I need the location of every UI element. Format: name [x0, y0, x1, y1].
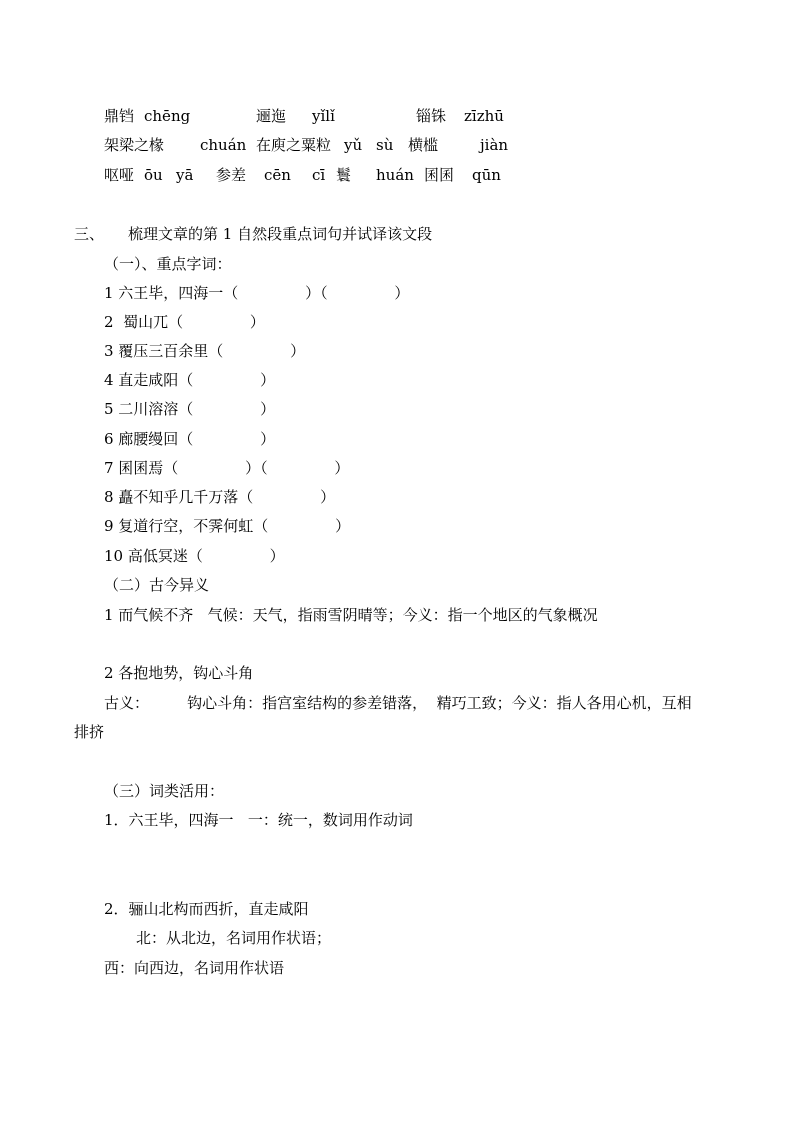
pinyin-row-2: [104, 135, 584, 155]
word-zizhu: 锱铢: [416, 107, 447, 125]
word-qunqun: 囷囷: [424, 166, 455, 184]
word-hengjian: 横槛: [408, 136, 439, 154]
key-word-item-5: 5 二川溶溶（ ）: [104, 400, 276, 418]
pinyin-ya: yā: [176, 166, 194, 184]
pinyin-row-1: [104, 106, 584, 126]
key-word-item-8: 8 矗不知乎几千万落（ ）: [104, 488, 336, 506]
word-class-item-2-note-2: 西：向西边，名词用作状语: [104, 959, 285, 977]
key-word-item-9: 9 复道行空，不霁何虹（ ）: [104, 517, 351, 535]
pinyin-yu: yǔ: [344, 136, 363, 154]
word-yili: 逦迤: [256, 107, 287, 125]
word-class-item-2-note-1: 北：从北边，名词用作状语；: [136, 929, 332, 947]
ancient-modern-item-2-line-1: 古义： 钩心斗角：指宫室结构的参差错落， 精巧工致；今义：指人各用心机，互相: [104, 694, 692, 712]
key-word-item-6: 6 廊腰缦回（ ）: [104, 430, 276, 448]
word-cenci: 参差: [216, 166, 247, 184]
pinyin-cheng: chēng: [144, 107, 191, 125]
pinyin-cen: cēn: [264, 166, 291, 184]
part-1-heading: （一）、重点字词：: [104, 255, 232, 273]
ancient-modern-item-2-line-2: 排挤: [74, 723, 105, 741]
section-3-number: 三、: [74, 225, 105, 243]
pinyin-ou: ōu: [144, 166, 163, 184]
key-word-item-7: 7 囷囷焉（ ）（ ）: [104, 459, 350, 477]
section-3-title: 梳理文章的第 1 自然段重点词句并试译该文段: [128, 225, 433, 243]
word-zaiyuzhisuli: 在庾之粟粒: [256, 136, 332, 154]
key-word-item-2: 2 蜀山兀（ ）: [104, 313, 265, 331]
part-2-heading: （二）古今异义: [104, 576, 210, 594]
pinyin-ci: cī: [312, 166, 326, 184]
pinyin-chuan: chuán: [200, 136, 247, 154]
pinyin-huan: huán: [376, 166, 414, 184]
word-dingcheng: 鼎铛: [104, 107, 135, 125]
key-word-item-1: 1 六王毕，四海一（ ）（ ）: [104, 284, 410, 302]
section-3-heading: [74, 224, 554, 244]
word-ouya: 呕哑: [104, 166, 135, 184]
ancient-modern-item-1: 1 而气候不齐 气候：天气，指雨雪阴晴等；今义：指一个地区的气象概况: [104, 606, 598, 624]
pinyin-qun: qūn: [472, 166, 501, 184]
key-word-item-4: 4 直走咸阳（ ）: [104, 371, 276, 389]
word-class-item-1: 1．六王毕，四海一 一：统一，数词用作动词: [104, 811, 413, 829]
key-word-item-3: 3 覆压三百余里（ ）: [104, 342, 306, 360]
part-3-heading: （三）词类活用：: [104, 782, 225, 800]
pinyin-row-3: [104, 165, 584, 185]
word-jialiangzhichuan: 架梁之椽: [104, 136, 165, 154]
key-word-item-10: 10 高低冥迷（ ）: [104, 547, 285, 565]
pinyin-yili: yǐlǐ: [312, 107, 335, 125]
pinyin-zizhu: zīzhū: [464, 107, 504, 125]
pinyin-su: sù: [376, 136, 394, 154]
word-class-item-2: 2．骊山北构而西折，直走咸阳: [104, 900, 309, 918]
pinyin-jian: jiàn: [480, 136, 509, 154]
ancient-modern-item-2: 2 各抱地势，钩心斗角: [104, 664, 254, 682]
word-huan: 鬟: [336, 166, 352, 184]
